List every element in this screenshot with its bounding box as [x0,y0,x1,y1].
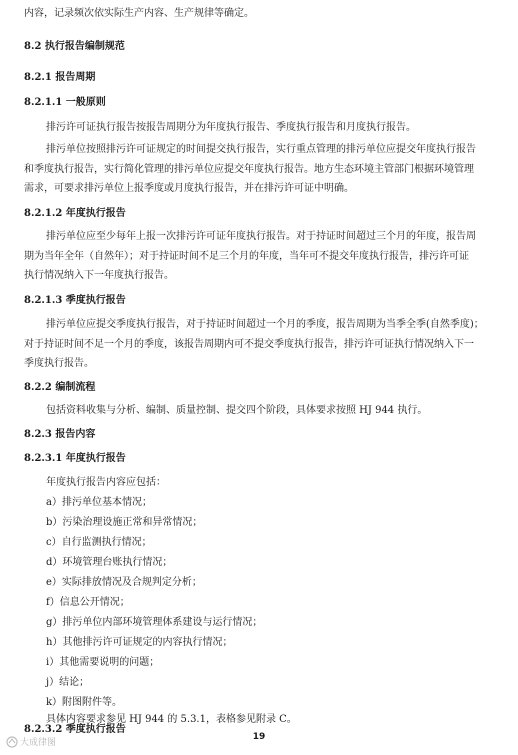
list-item: d）环境管理台账执行情况； [46,557,173,568]
list-item: g）排污单位内部环境管理体系建设与运行情况； [46,617,263,628]
paragraph-line: 排污许可证执行报告按报告周期分为年度执行报告、季度执行报告和月度执行报告。 [46,122,416,133]
subsection-heading: 8.2.2 编制流程 [24,382,96,393]
list-item: j）结论； [46,677,90,688]
paragraph-line: 排污单位应至少每年上报一次排污许可证年度执行报告。对于持证时间超过三个月的年度，报告周 [46,231,476,242]
subsubsection-heading: 8.2.3.1 年度执行报告 [24,453,126,464]
paragraph-line: 期为当年全年（自然年）；对于持证时间不足三个月的年度，当年可不提交年度执行报告，排污许可证 [24,251,469,262]
watermark-text: 大成律图 [20,738,57,748]
list-item: f）信息公开情况； [46,597,130,608]
paragraph-line: 执行情况纳入下一年度执行报告。 [24,270,174,281]
list-item: c）自行监测执行情况； [46,537,152,548]
paragraph-line: 包括资料收集与分析、编制、质量控制、提交四个阶段，具体要求按照 HJ 944 执行。 [46,405,428,416]
list-item: a）排污单位基本情况； [46,497,152,508]
paragraph-line: 需求，可要求排污单位上报季度或月度执行报告，并在排污许可证中明确。 [24,183,354,194]
subsubsection-heading: 8.2.1.2 年度执行报告 [24,208,126,219]
paragraph-line: 排污单位应提交季度执行报告，对于持证时间超过一个月的季度，报告周期为当季全季(自然季度)； [46,319,484,330]
paragraph-line: 年度执行报告内容应包括： [46,477,166,488]
list-item: k）附图附件等。 [46,697,123,708]
watermark-logo-icon [6,736,18,748]
subsubsection-heading: 8.2.3.2 季度执行报告 [24,724,126,735]
list-item: h）其他排污许可证规定的内容执行情况； [46,637,233,648]
list-item: e）实际排放情况及合规判定分析； [46,577,202,588]
subsection-heading: 8.2.1 报告周期 [24,72,96,83]
paragraph-continuation: 内容，记录频次依实际生产内容、生产规律等确定。 [24,8,254,19]
subsubsection-heading: 8.2.1.3 季度执行报告 [24,295,126,306]
paragraph-line: 和季度执行报告，实行简化管理的排污单位应提交年度执行报告。地方生态环境主管部门根据环境管理 [24,164,474,175]
paragraph-line: 对于持证时间不足一个月的季度，该报告周期内可不提交季度执行报告，排污许可证执行情况纳入下一 [24,339,474,350]
list-item: b）污染治理设施正常和异常情况； [46,517,203,528]
paragraph-line: 排污单位按照排污许可证规定的时间提交执行报告，实行重点管理的排污单位应提交年度执行报告 [46,144,476,155]
subsubsection-heading: 8.2.1.1 一般原则 [24,97,106,108]
subsection-heading: 8.2.3 报告内容 [24,429,96,440]
list-item: i）其他需要说明的问题； [46,657,160,668]
paragraph-line: 具体内容要求参见 HJ 944 的 5.3.1，表格参见附录 C。 [46,714,297,725]
paragraph-line: 季度执行报告。 [24,358,94,369]
page-number: 19 [252,732,266,742]
section-heading: 8.2 执行报告编制规范 [24,41,125,52]
